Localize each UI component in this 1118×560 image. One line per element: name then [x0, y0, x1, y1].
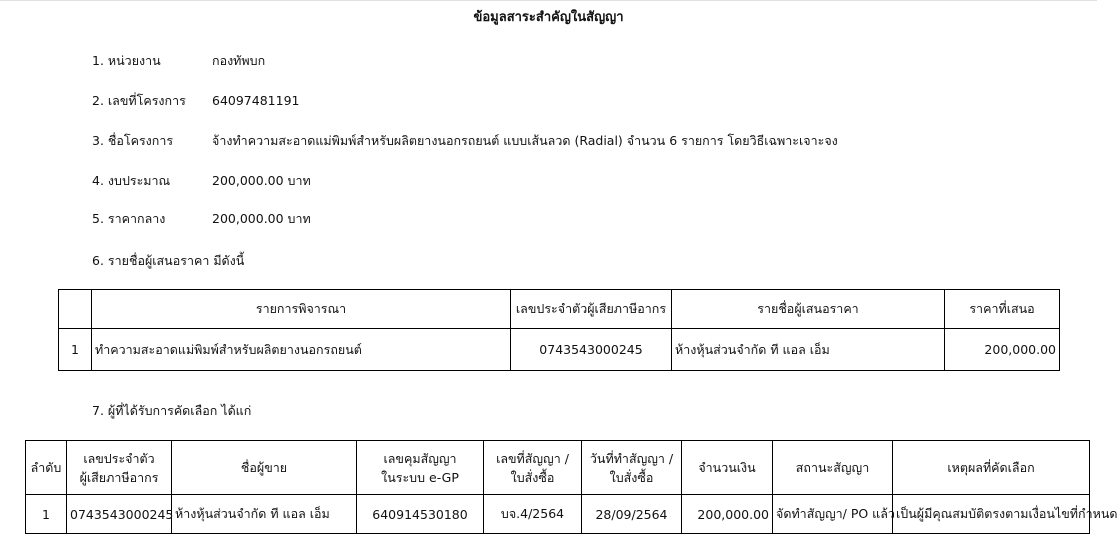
column-header-tax-id	[67, 441, 172, 495]
header-line: เหตุผลที่คัดเลือก	[947, 460, 1035, 475]
column-header-item: รายการพิจารณา	[92, 290, 511, 329]
field-label: 2. เลขที่โครงการ	[92, 93, 186, 108]
field-label: 3. ชื่อโครงการ	[92, 133, 174, 148]
header-line: ชื่อผู้ขาย	[240, 460, 288, 475]
page-title: ข้อมูลสาระสำคัญในสัญญา	[473, 10, 624, 25]
header-line: เลขประจำตัว	[83, 450, 155, 466]
cell-bidder: ห้างหุ้นส่วนจำกัด ที แอล เอ็ม	[672, 329, 945, 371]
header-line: ใบสั่งซื้อ	[609, 469, 654, 485]
column-header-order	[26, 441, 67, 495]
cell-order: 1	[26, 495, 67, 534]
cell-vendor: ห้างหุ้นส่วนจำกัด ที แอล เอ็ม	[172, 495, 357, 534]
cell-offer-price: 200,000.00	[945, 329, 1060, 371]
table-header-row	[26, 441, 1090, 495]
column-header-reason	[893, 441, 1090, 495]
header-line: วันที่ทำสัญญา /	[589, 450, 674, 466]
table-header-row	[59, 290, 1060, 329]
column-header-contract-number	[484, 441, 582, 495]
cell-reason: เป็นผู้มีคุณสมบัติตรงตามเงื่อนไขที่กำหนด	[893, 495, 1090, 534]
cell-amount: 200,000.00	[682, 495, 773, 534]
field-value: 200,000.00 บาท	[212, 173, 311, 188]
field-project-number	[92, 91, 299, 111]
column-header-bidder: รายชื่อผู้เสนอราคา	[672, 290, 945, 329]
header-line: สถานะสัญญา	[795, 460, 870, 475]
cell-tax-id: 0743543000245	[511, 329, 672, 371]
header-line: ใบสั่งซื้อ	[510, 469, 555, 485]
cell-contract-number: บจ.4/2564	[484, 495, 582, 534]
header-line: จำนวนเงิน	[698, 460, 756, 475]
column-header-tax-id: เลขประจำตัวผู้เสียภาษีอากร	[511, 290, 672, 329]
field-project-name	[92, 131, 838, 151]
header-line: ผู้เสียภาษีอากร	[79, 469, 159, 485]
field-value: จ้างทำความสะอาดแม่พิมพ์สำหรับผลิตยางนอกรถยนต์ แบบเส้นลวด (Radial) จำนวน 6 รายการ โดยวิธีเฉพาะเจาะจง	[212, 133, 838, 148]
bidders-table	[58, 289, 1060, 371]
cell-item: ทำความสะอาดแม่พิมพ์สำหรับผลิตยางนอกรถยนต์	[92, 329, 511, 371]
column-header-contract-date	[582, 441, 682, 495]
column-header-offer-price: ราคาที่เสนอ	[945, 290, 1060, 329]
field-median-price	[92, 209, 311, 229]
cell-index: 1	[59, 329, 92, 371]
table-row	[59, 329, 1060, 371]
header-line: เลขคุมสัญญา	[383, 450, 457, 466]
header-line: เลขที่สัญญา /	[496, 450, 569, 466]
section-selected-heading: 7. ผู้ที่ได้รับการคัดเลือก ได้แก่	[92, 403, 252, 418]
field-label: 1. หน่วยงาน	[92, 53, 161, 68]
table-row	[26, 495, 1090, 534]
cell-egp-number: 640914530180	[357, 495, 484, 534]
top-border	[0, 0, 1097, 1]
column-header-amount	[682, 441, 773, 495]
header-line: ในระบบ e-GP	[381, 469, 459, 485]
cell-status: จัดทำสัญญา/ PO แล้ว	[773, 495, 893, 534]
header-line: ลำดับ	[30, 460, 62, 475]
field-label: 5. ราคากลาง	[92, 211, 166, 226]
field-value: 200,000.00 บาท	[212, 211, 311, 226]
field-budget	[92, 171, 311, 191]
field-agency	[92, 51, 265, 71]
column-header-index	[59, 290, 92, 329]
section-bidders-heading: 6. รายชื่อผู้เสนอราคา มีดังนี้	[92, 253, 245, 268]
cell-tax-id: 0743543000245	[67, 495, 172, 534]
selected-table	[25, 440, 1118, 534]
field-label: 4. งบประมาณ	[92, 173, 171, 188]
column-header-egp-number	[357, 441, 484, 495]
cell-contract-date: 28/09/2564	[582, 495, 682, 534]
field-value: 64097481191	[212, 93, 300, 108]
column-header-status	[773, 441, 893, 495]
column-header-vendor	[172, 441, 357, 495]
field-value: กองทัพบก	[212, 53, 266, 68]
